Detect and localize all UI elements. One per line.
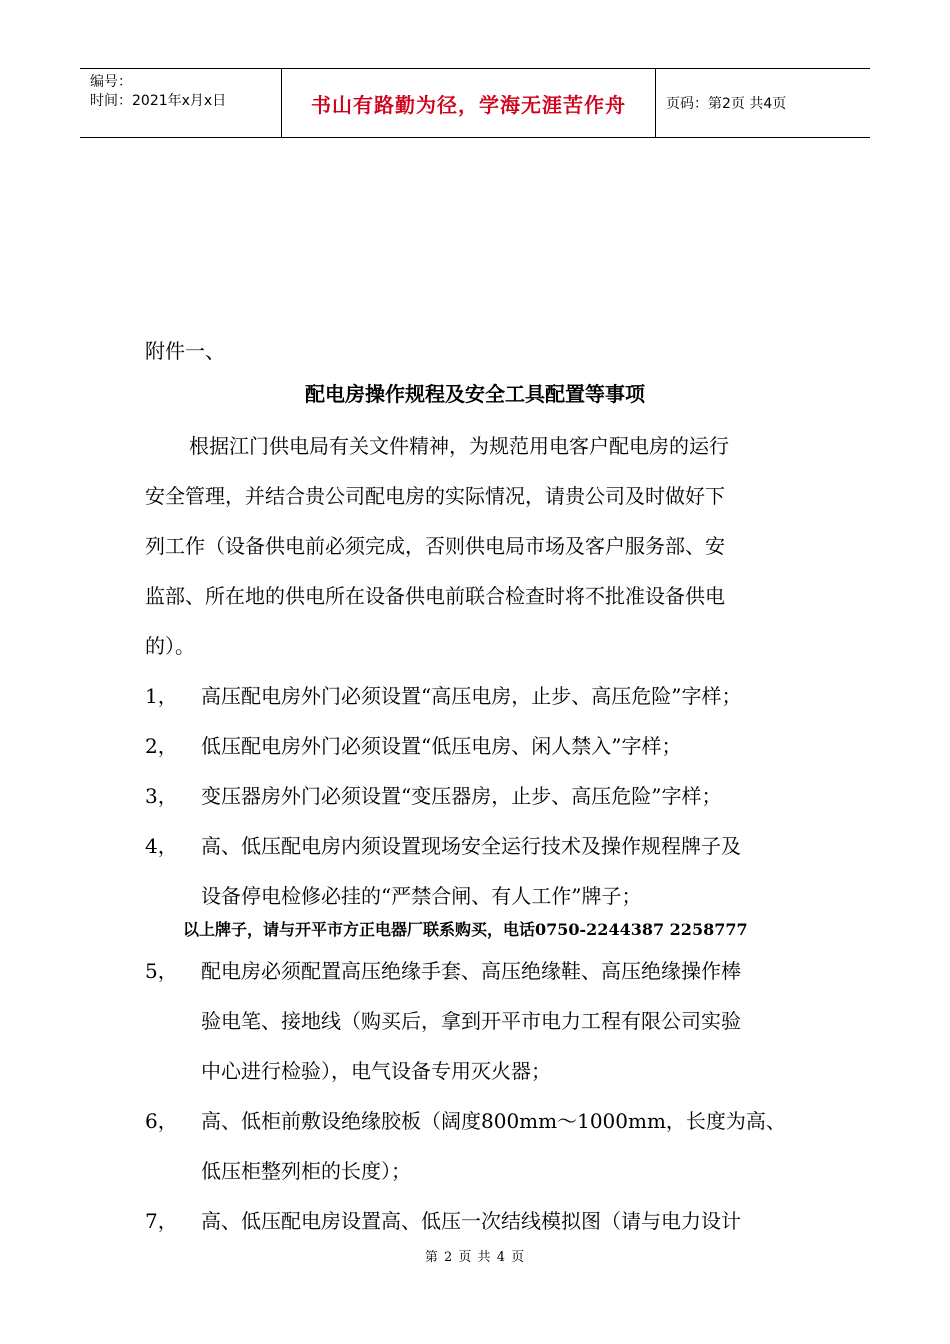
item-text: 高压配电房外门必须设置“高压电房，止步、高压危险”字样； [201,684,742,708]
item-text: 高、低压配电房设置高、低压一次结线模拟图（请与电力设计 [201,1209,741,1233]
item-text: 中心进行检验），电气设备专用灭火器； [201,1059,551,1083]
time-label: 时间：2021年x月x日 [90,93,227,109]
item-number: 2， [145,734,178,758]
item-text: 低压柜整列柜的长度）； [201,1159,411,1183]
item-number: 7， [145,1209,178,1233]
item-number: 6， [145,1109,178,1133]
intro-line-5: 的）。 [145,634,195,658]
document-title: 配电房操作规程及安全工具配置等事项 [305,382,645,406]
item-number: 3， [145,784,178,808]
item-text: 设备停电检修必挂的“严禁合闸、有人工作”牌子； [201,884,642,908]
purchase-notice: 以上牌子，请与开平市方正电器厂联系购买，电话0750-2244387 2258777 [183,920,748,939]
intro-line-2: 安全管理，并结合贵公司配电房的实际情况，请贵公司及时做好下 [145,484,725,508]
item-text: 验电笔、接地线（购买后，拿到开平市电力工程有限公司实验 [201,1009,741,1033]
number-label: 编号： [90,74,132,90]
intro-line-1: 根据江门供电局有关文件精神，为规范用电客户配电房的运行 [189,434,729,458]
intro-line-4: 监部、所在地的供电所在设备供电前联合检查时将不批准设备供电 [145,584,725,608]
header-meta [80,69,282,137]
attachment-label: 附件一、 [145,339,225,363]
item-number: 5， [145,959,178,983]
item-text: 配电房必须配置高压绝缘手套、高压绝缘鞋、高压绝缘操作棒 [201,959,741,983]
item-number: 1， [145,684,178,708]
item-number: 4， [145,834,178,858]
item-text: 高、低压配电房内须设置现场安全运行技术及操作规程牌子及 [201,834,741,858]
intro-line-3: 列工作（设备供电前必须完成，否则供电局市场及客户服务部、安 [145,534,725,558]
header-page-label: 页码：第2页 共4页 [666,96,787,112]
header-motto: 书山有路勤为径，学海无涯苦作舟 [282,69,656,137]
item-text: 变压器房外门必须设置“变压器房，止步、高压危险”字样； [201,784,722,808]
page-footer: 第 2 页 共 4 页 [424,1250,526,1265]
item-text: 高、低柜前敷设绝缘胶板（阔度800mm～1000mm，长度为高、 [201,1109,786,1133]
item-text: 低压配电房外门必须设置“低压电房、闲人禁入”字样； [201,734,682,758]
page-header [80,68,870,138]
